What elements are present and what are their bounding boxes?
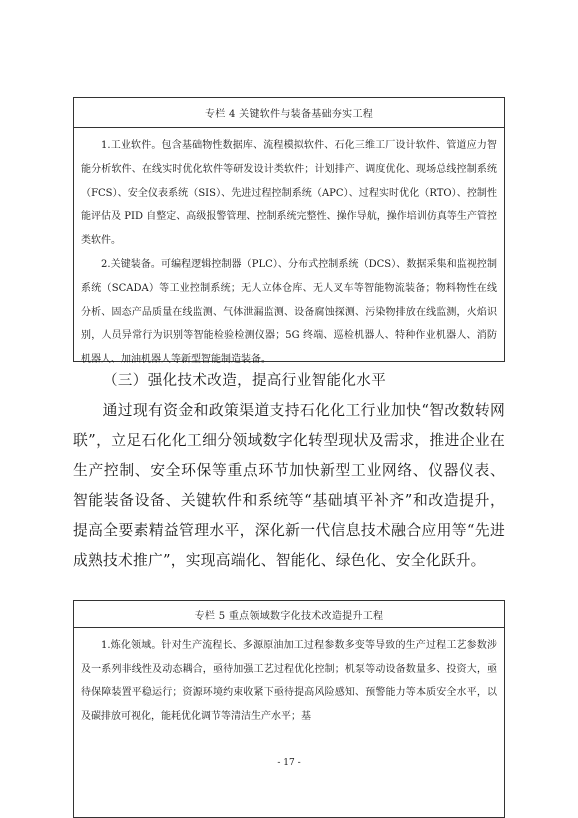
column-box-5-title: 专栏 5 重点领域数字化技术改造提升工程 [74, 601, 504, 628]
section-body-paragraph: 通过现有资金和政策渠道支持石化化工行业加快“智改数转网联”，立足石化化工细分领域数字化转型现状及需求，推进企业在生产控制、安全环保等重点环节加快新型工业网络、仪器仪表、智能装备设备、关键软件和系统等“基础填平补齐”和改造提升，提高全要素精益管理水平，深化新一代信息技术融合应用等“先进成熟技术推广”，实现高端化、智能化、绿色化、安全化跃升。 [73, 402, 505, 569]
column-box-4-body [74, 128, 504, 372]
box5-paragraph-refining: 1.炼化领域。针对生产流程长、多源原油加工过程参数多变等导致的生产过程工艺参数涉及一系列非线性及动态耦合，亟待加强工艺过程优化控制；机泵等动设备数量多、投资大，亟待保障装置平稳运行；资源环境约束收紧下亟待提高风险感知、预警能力等本质安全水平，以及碳排放可视化，能耗优化调节等清洁生产水平；基 [81, 640, 497, 722]
column-box-5-body [74, 628, 504, 728]
column-box-4-title: 专栏 4 关键软件与装备基础夯实工程 [74, 98, 504, 128]
column-box-4 [73, 97, 505, 366]
column-box-5 [73, 600, 505, 818]
box4-paragraph-equipment: 2.关键装备。可编程逻辑控制器（PLC）、分布式控制系统（DCS）、数据采集和监视控制系统（SCADA）等工业控制系统；无人立体仓库、无人叉车等智能物流装备；物料物性在线分析、固态产品质量在线监测、气体泄漏监测、设备腐蚀探测、污染物排放在线监测，火焰识别，人员异常行为识别等智能检验检测仪器；5G 终端、巡检机器人、特种作业机器人、消防机器人、加油机器人等新型智能制造装备。 [81, 258, 497, 366]
box4-paragraph-software: 1.工业软件。包含基础物性数据库、流程模拟软件、石化三维工厂设计软件、管道应力智能分析软件、在线实时优化软件等研发设计类软件；计划排产、调度优化、现场总线控制系统（FCS）、安全仪表系统（SIS）、先进过程控制系统（APC）、过程实时优化（RTO）、控制性能评估及 PID 自整定、高级报警管理、控制系统完整性、操作导航，操作培训仿真等生产管控类软件。 [81, 140, 497, 247]
section-heading: （三）强化技术改造，提高行业智能化水平 [103, 373, 387, 389]
page-number: - 17 - [277, 758, 301, 768]
